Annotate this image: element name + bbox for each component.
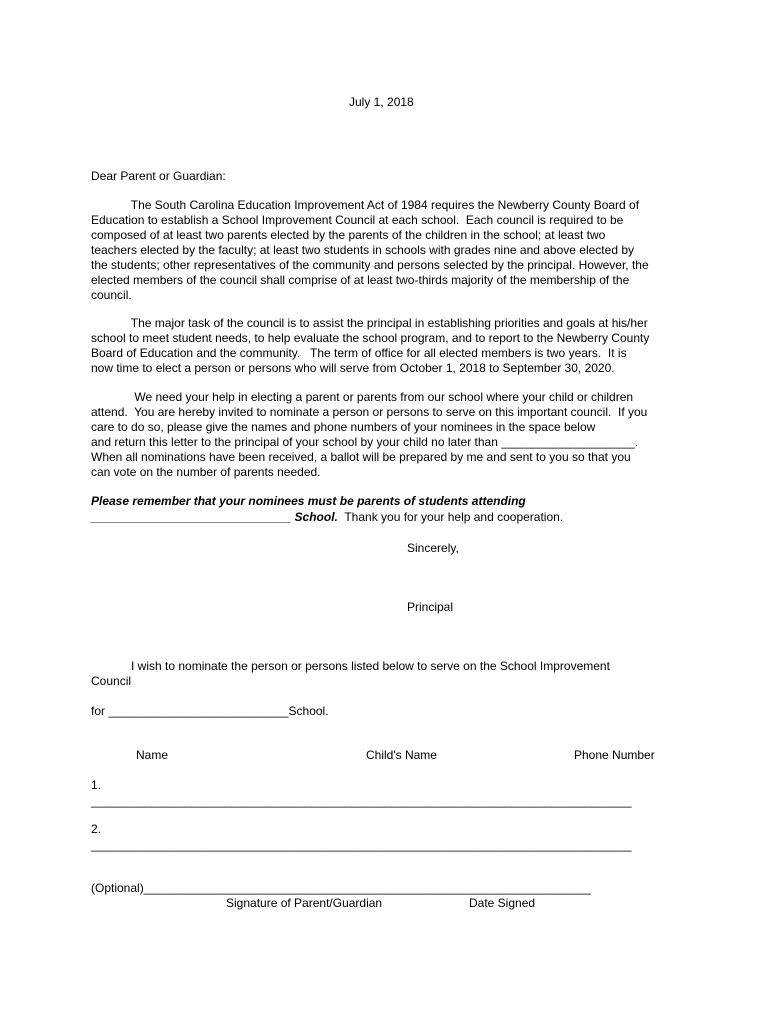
closing: Sincerely,	[407, 541, 459, 555]
salutation: Dear Parent or Guardian:	[91, 169, 226, 183]
date-signed-label: Date Signed	[469, 896, 536, 910]
paragraph-line: Education to establish a School Improvement Council at each school. Each council is required to be	[91, 213, 624, 227]
entry-line: _________________________________________________________________________________	[91, 838, 632, 852]
column-header-phone: Phone Number	[574, 748, 655, 762]
paragraph-line: The South Carolina Education Improvement Act of 1984 requires the Newberry County Board of	[91, 198, 640, 212]
paragraph-line: The major task of the council is to assist the principal in establishing priorities and goals at his/her	[91, 316, 648, 330]
paragraph-line: can vote on the number of parents needed.	[91, 465, 321, 479]
optional-signature-line: (Optional)___________________________________________________________________	[91, 881, 591, 895]
paragraph-line: attend. You are hereby invited to nominate a person or persons to serve on this important council. If you	[91, 405, 648, 419]
school-for-line: for ___________________________School.	[91, 704, 329, 718]
paragraph-line: teachers elected by the faculty; at least two students in schools with grades nine and above elected by	[91, 243, 634, 257]
nominate-line-1: I wish to nominate the person or persons listed below to serve on the School Improvement	[91, 659, 610, 673]
entry-number: 2.	[91, 822, 102, 836]
column-header-child: Child's Name	[366, 748, 437, 762]
paragraph-line: elected members of the council shall comprise of at least two-thirds majority of the membership of the	[91, 273, 630, 287]
paragraph-line: We need your help in electing a parent or parents from our school where your child or children	[91, 390, 634, 404]
paragraph-line: and return this letter to the principal of your school by your child no later than ____________________.	[91, 435, 639, 449]
paragraph-line: school to meet student needs, to help evaluate the school program, and to report to the Newberry County	[91, 331, 650, 345]
entry-line: _________________________________________________________________________________	[91, 794, 632, 808]
paragraph-line: care to do so, please give the names and phone numbers of your nominees in the space below	[91, 420, 596, 434]
school-blank: ______________________________ School.	[91, 510, 338, 524]
paragraph-line: Board of Education and the community. The term of office for all elected members is two years. It is	[91, 346, 627, 360]
paragraph-line: council.	[91, 288, 132, 302]
signature-label: Signature of Parent/Guardian	[226, 896, 383, 910]
paragraph-line: now time to elect a person or persons who will serve from October 1, 2018 to September 30, 2020.	[91, 361, 615, 375]
thank-you-text: Thank you for your help and cooperation.	[337, 510, 564, 524]
reminder-line-1: Please remember that your nominees must be parents of students attending	[91, 494, 526, 508]
entry-number: 1.	[91, 778, 102, 792]
paragraph-line: When all nominations have been received, a ballot will be prepared by me and sent to you so that you	[91, 450, 631, 464]
reminder-line-2	[91, 510, 563, 525]
column-header-name: Name	[136, 748, 169, 762]
paragraph-line: the students; other representatives of the community and persons selected by the principal. However, the	[91, 258, 649, 272]
paragraph-line: composed of at least two parents elected by the parents of the children in the school; at least two	[91, 228, 606, 242]
nominate-line-2: Council	[91, 674, 132, 688]
signer-title: Principal	[407, 600, 454, 614]
letter-date: July 1, 2018	[349, 95, 414, 109]
